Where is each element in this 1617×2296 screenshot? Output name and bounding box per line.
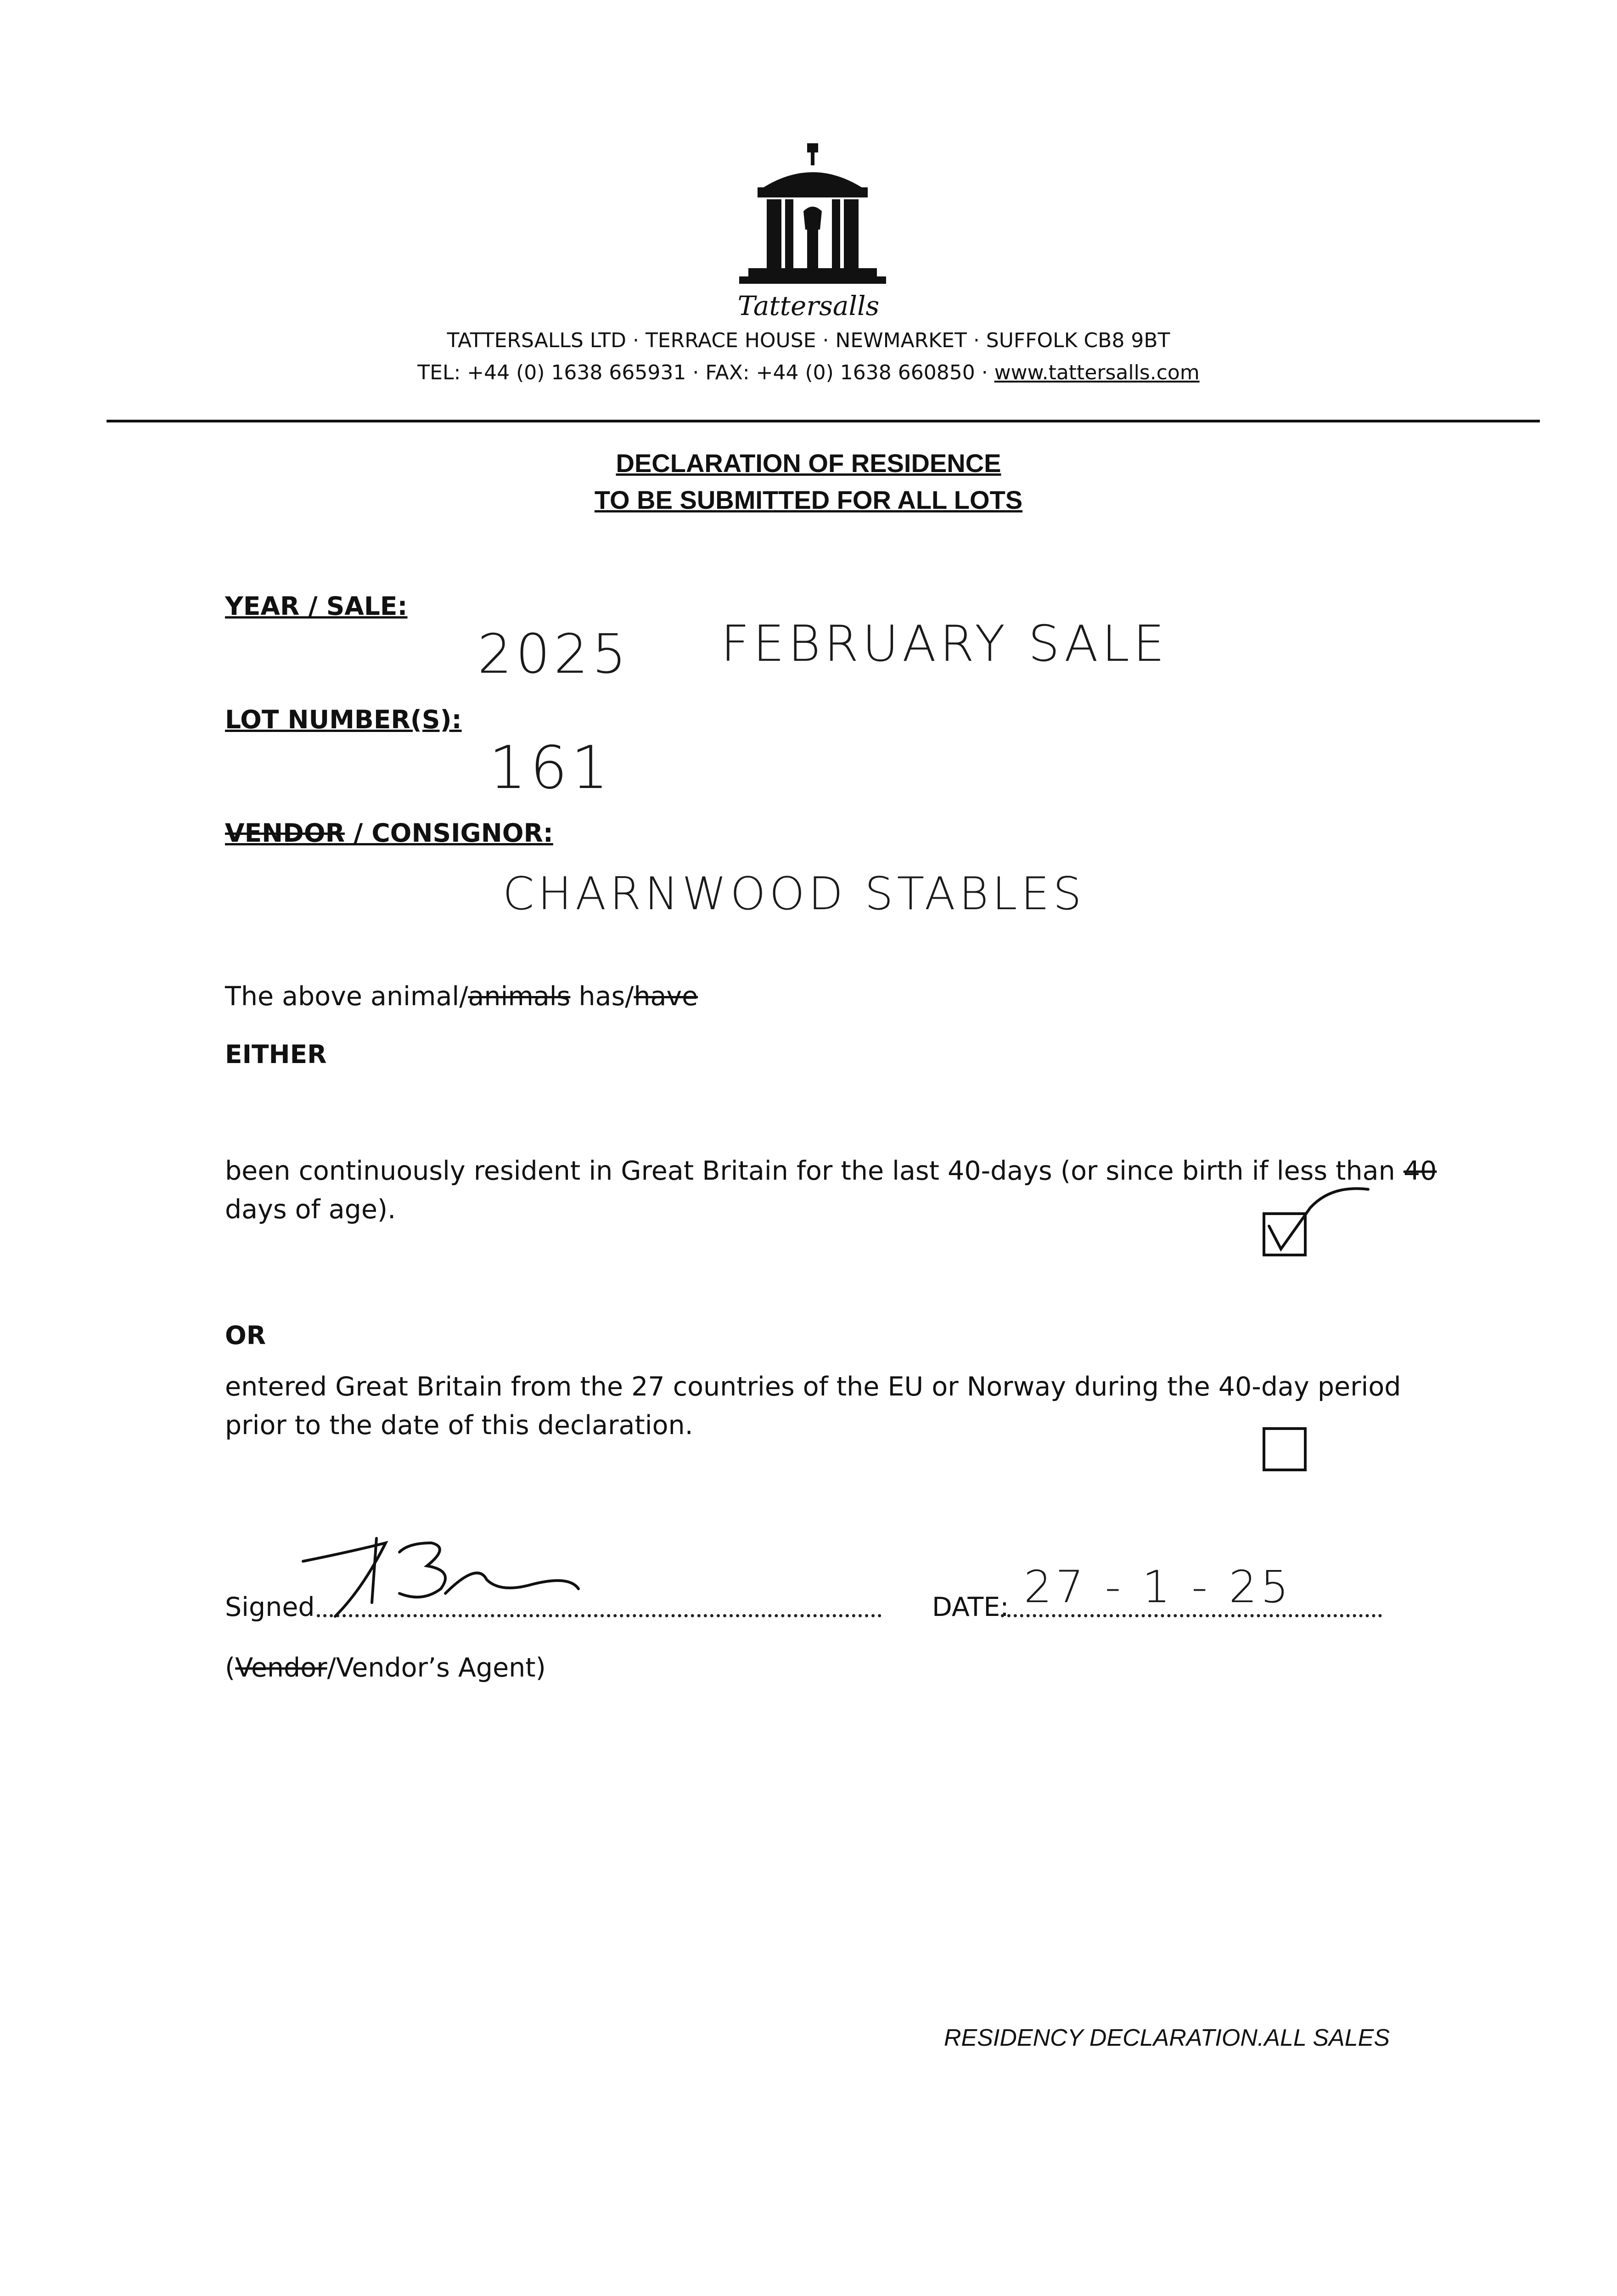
or-heading: OR	[225, 1321, 266, 1350]
vendor-struck-label: VENDOR	[225, 818, 345, 848]
form-title: DECLARATION OF RESIDENCE	[616, 449, 1001, 478]
form-subtitle: TO BE SUBMITTED FOR ALL LOTS	[594, 485, 1023, 514]
option1-checkbox[interactable]	[1263, 1212, 1307, 1256]
company-contact	[0, 361, 1617, 384]
consignor-value[interactable]: CHARNWOOD STABLES	[503, 868, 1085, 920]
either-heading: EITHER	[225, 1040, 327, 1069]
website-link[interactable]: www.tattersalls.com	[994, 361, 1200, 384]
option1-line2: days of age).	[225, 1194, 396, 1225]
signer-role: (Vendor/Vendor’s Agent)	[225, 1653, 546, 1683]
date-label: DATE:	[932, 1592, 1009, 1622]
option1-text	[225, 1152, 1437, 1229]
contact-numbers: TEL: +44 (0) 1638 665931 · FAX: +44 (0) 1638 660850 ·	[417, 361, 994, 384]
header-divider	[107, 420, 1540, 422]
footer-reference: RESIDENCY DECLARATION.ALL SALES	[943, 2025, 1390, 2051]
option1-line1: been continuously resident in Great Britain for the last 40-days (or since birth if less than 40	[225, 1156, 1437, 1186]
statement-prefix: The above animal/	[225, 981, 468, 1012]
rotunda-statue-logo-icon	[730, 138, 895, 289]
statement-intro	[225, 977, 698, 1016]
checkmark-icon	[1263, 1212, 1307, 1256]
year-sale-label: YEAR / SALE:	[225, 591, 408, 621]
year-sale-name-value[interactable]: FEBRUARY SALE	[721, 615, 1168, 673]
lot-number-value[interactable]: 161	[489, 734, 612, 802]
consignor-label-text: / CONSIGNOR:	[344, 818, 553, 848]
option2-checkbox[interactable]	[1263, 1427, 1307, 1471]
signed-label-text: Signed	[225, 1592, 315, 1622]
statement-has: has/	[570, 981, 634, 1012]
animals-struck: animals	[468, 981, 571, 1012]
company-address: TATTERSALLS LTD · TERRACE HOUSE · NEWMARKET · SUFFOLK CB8 9BT	[447, 329, 1170, 352]
option2-text	[225, 1367, 1401, 1445]
handwritten-signature[interactable]	[294, 1525, 597, 1626]
option2-line2: prior to the date of this declaration.	[225, 1410, 693, 1441]
consignor-label	[225, 818, 553, 848]
vendor-role-struck: Vendor	[235, 1653, 327, 1683]
date-value[interactable]: 27 - 1 - 25	[1024, 1561, 1292, 1613]
forty-struck: 40	[1403, 1156, 1437, 1186]
have-struck: have	[634, 981, 698, 1012]
lot-number-label: LOT NUMBER(S):	[225, 705, 462, 734]
option2-line1: entered Great Britain from the 27 countries of the EU or Norway during the 40-day period	[225, 1372, 1401, 1402]
year-sale-year-value[interactable]: 2025	[477, 622, 630, 686]
date-line	[1001, 1614, 1382, 1617]
brand-name: Tattersalls	[737, 290, 880, 321]
vendor-agent-role: /Vendor’s Agent)	[327, 1653, 546, 1683]
